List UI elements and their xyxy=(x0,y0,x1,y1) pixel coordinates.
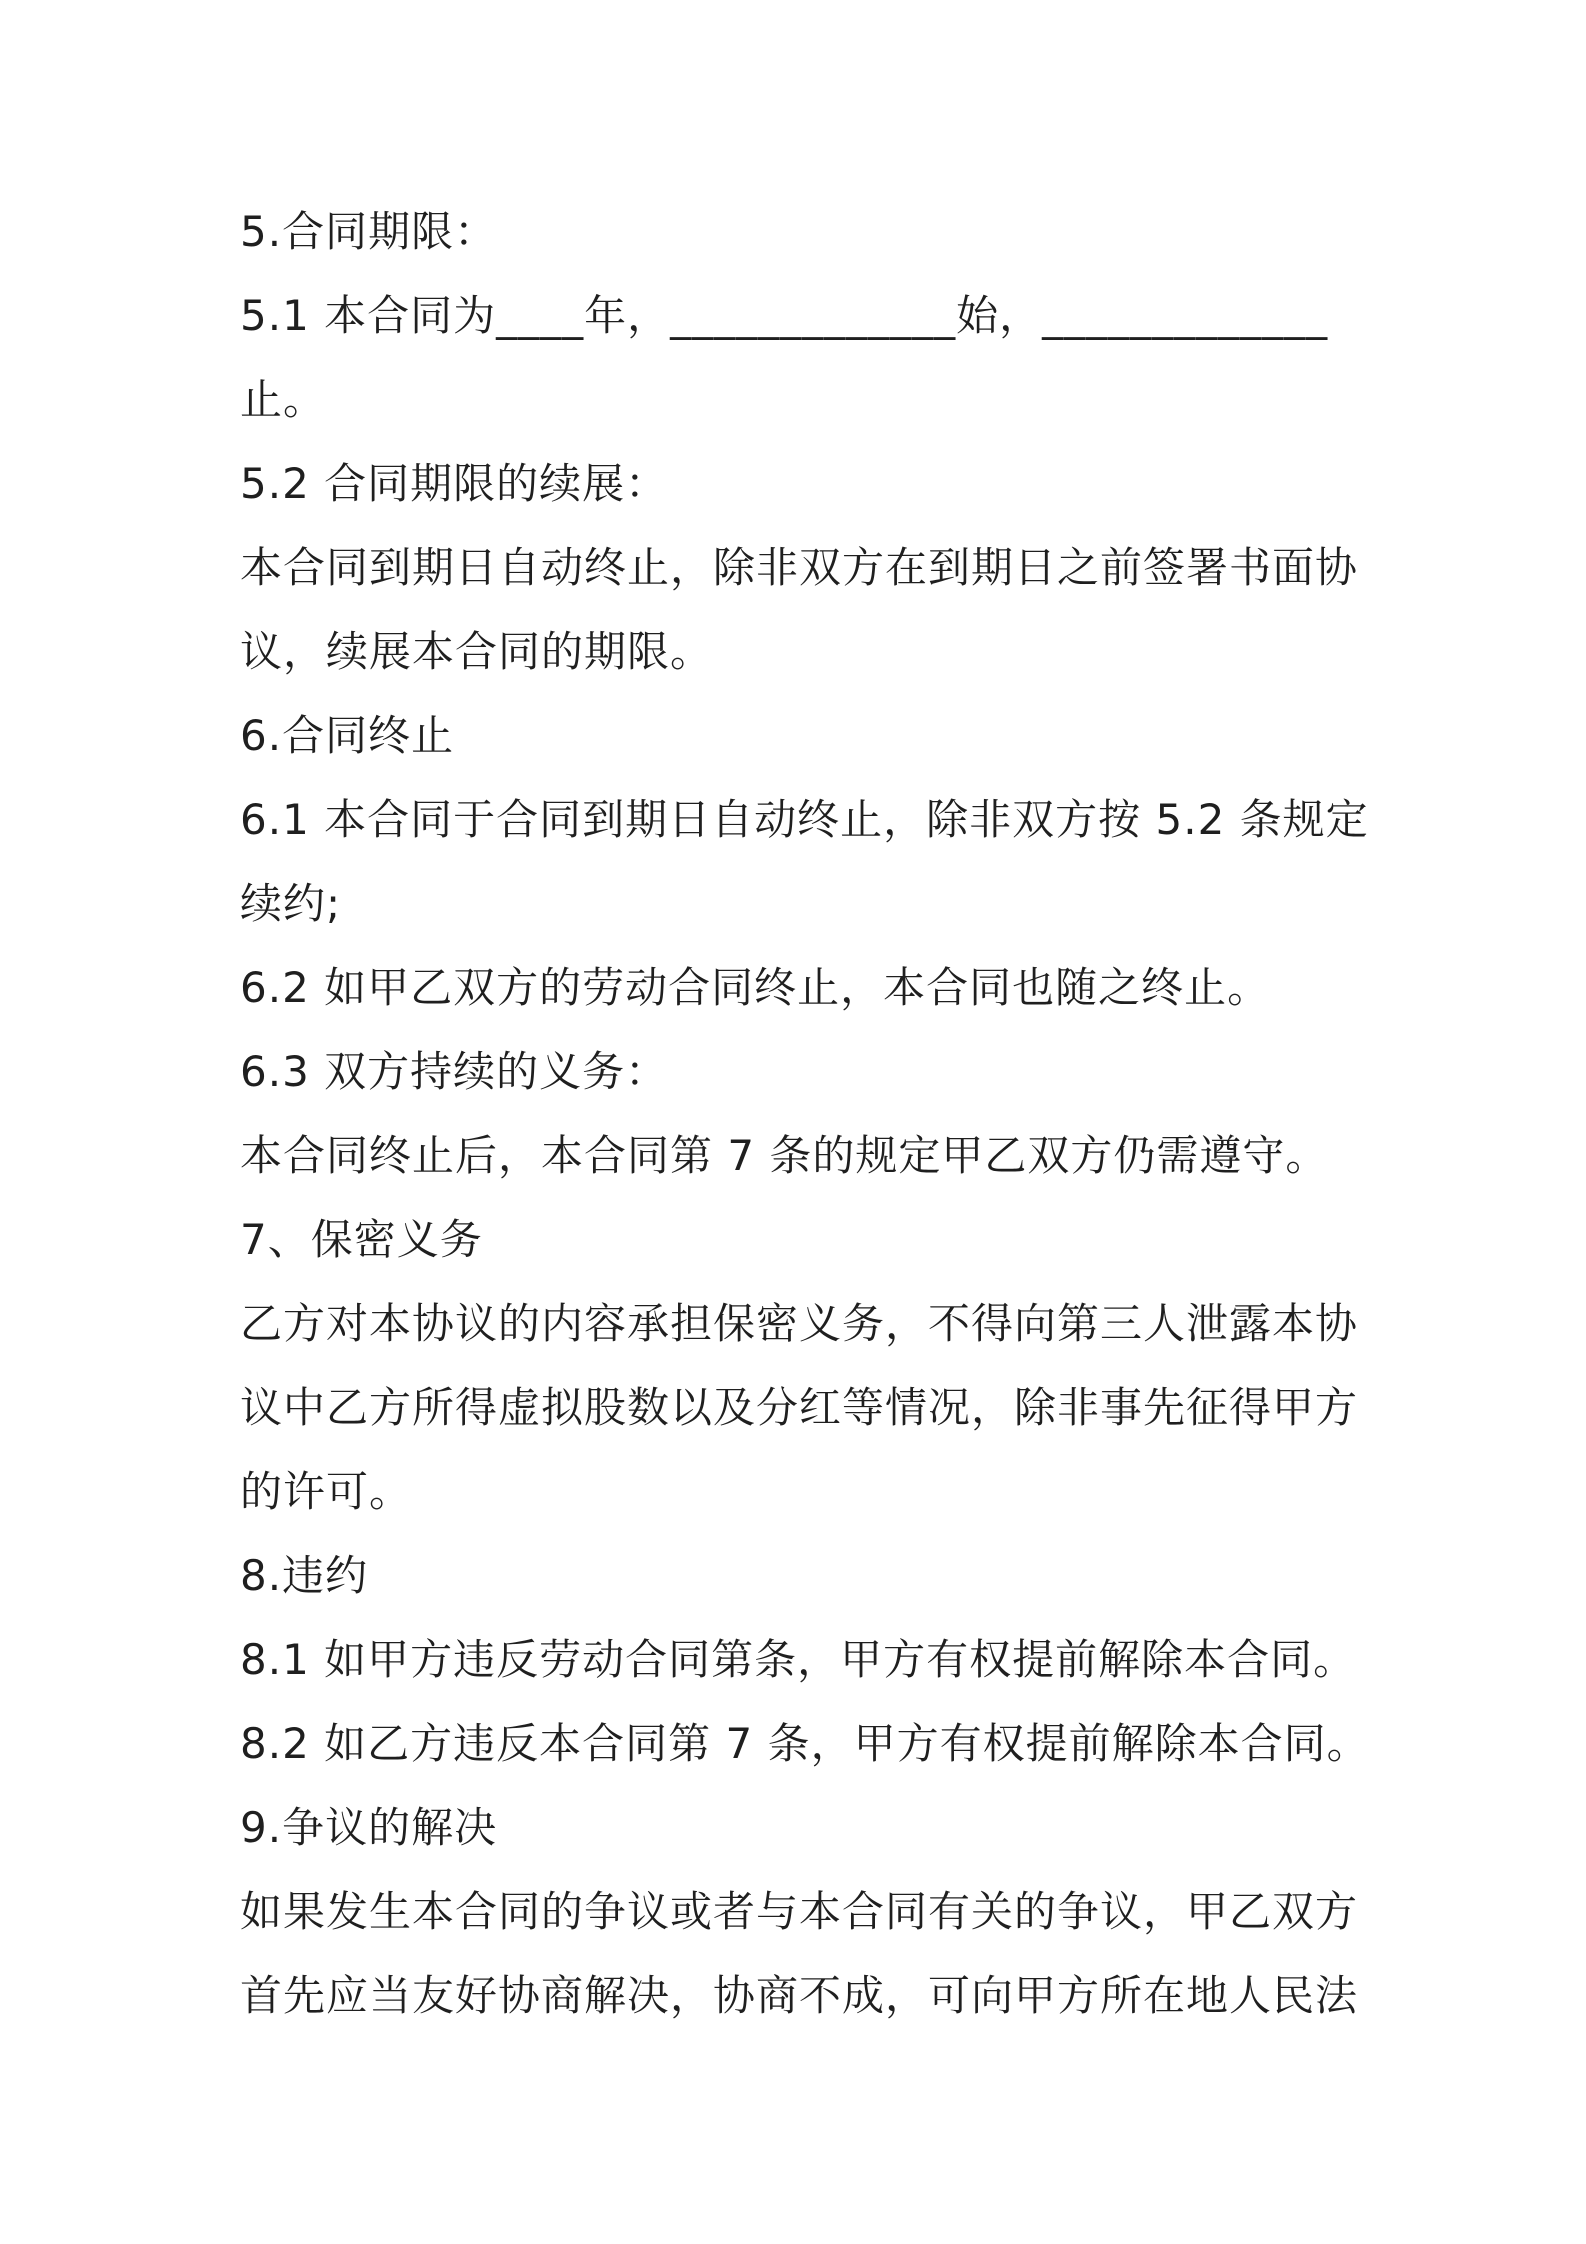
section-9-heading: 9.争议的解决 xyxy=(240,1803,498,1852)
section-7-text-continued: 议中乙方所得虚拟股数以及分红等情况，除非事先征得甲方 xyxy=(240,1383,1359,1432)
section-7-text-end: 的许可。 xyxy=(240,1467,413,1516)
clause-6-2-text: 6.2 如甲乙双方的劳动合同终止，本合同也随之终止。 xyxy=(240,963,1271,1012)
section-8-heading: 8.违约 xyxy=(240,1551,369,1600)
section-7-text: 乙方对本协议的内容承担保密义务，不得向第三人泄露本协 xyxy=(240,1299,1359,1348)
clause-6-1-text: 6.1 本合同于合同到期日自动终止，除非双方按 5.2 条规定 xyxy=(240,795,1369,844)
clause-6-3-text: 本合同终止后，本合同第 7 条的规定甲乙双方仍需遵守。 xyxy=(240,1131,1329,1180)
section-6-heading: 6.合同终止 xyxy=(240,711,455,760)
clause-8-2-text: 8.2 如乙方违反本合同第 7 条，甲方有权提前解除本合同。 xyxy=(240,1719,1370,1768)
clause-5-2-text-continued: 议，续展本合同的期限。 xyxy=(240,627,714,676)
clause-5-1-text-continued: 止。 xyxy=(240,375,327,424)
clause-5-1-text: 5.1 本合同为____年，_____________始，_____________ xyxy=(240,291,1329,340)
clause-8-1-text: 8.1 如甲方违反劳动合同第条，甲方有权提前解除本合同。 xyxy=(240,1635,1357,1684)
clause-5-2-text: 本合同到期日自动终止，除非双方在到期日之前签署书面协 xyxy=(240,543,1359,592)
section-7-heading: 7、保密义务 xyxy=(240,1215,483,1264)
section-9-text: 如果发生本合同的争议或者与本合同有关的争议，甲乙双方 xyxy=(240,1887,1359,1936)
clause-6-1-text-continued: 续约; xyxy=(240,879,342,928)
section-9-text-continued: 首先应当友好协商解决，协商不成，可向甲方所在地人民法 xyxy=(240,1971,1359,2020)
clause-5-2-heading: 5.2 合同期限的续展： xyxy=(240,459,669,508)
section-5-heading: 5.合同期限： xyxy=(240,207,498,256)
document-body xyxy=(240,190,1370,2038)
clause-6-3-heading: 6.3 双方持续的义务： xyxy=(240,1047,669,1096)
